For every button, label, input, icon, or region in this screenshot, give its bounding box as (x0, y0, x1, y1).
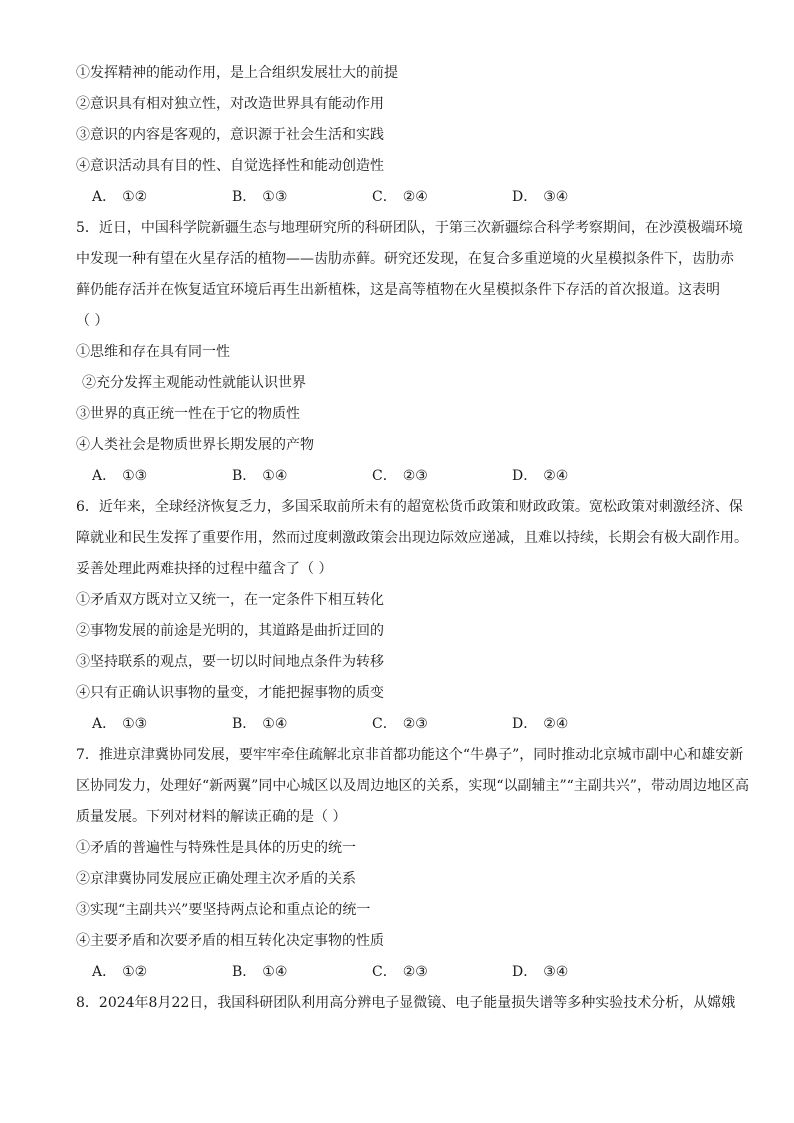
q5-statement-3: ③世界的真正统一性在于它的物质性 (76, 406, 300, 422)
q7-statement-4: ④主要矛盾和次要矛盾的相互转化决定事物的性质 (76, 933, 384, 949)
q4-statement-1: ①发挥精神的能动作用，是上合组织发展壮大的前提 (76, 65, 398, 81)
q4-option-a[interactable]: A． ①② (92, 189, 148, 205)
q7-stem-line-2: 区协同发力，处理好“新两翼”同中心城区以及周边地区的关系，实现“以副辅主”“主副共兴”，带动周边地区高 (76, 778, 749, 794)
q5-stem-line-3: 藓仍能存活并在恢复适宜环境后再生出新植株，这是高等植物在火星模拟条件下存活的首次报道。这表明 (76, 282, 720, 298)
q7-options (76, 957, 752, 988)
q7-option-d[interactable]: D． ③④ (512, 964, 569, 980)
q5-option-c[interactable]: C． ②③ (372, 468, 428, 484)
q6-statement-1: ①矛盾双方既对立又统一，在一定条件下相互转化 (76, 592, 384, 608)
q7-statement-2: ②京津冀协同发展应正确处理主次矛盾的关系 (76, 871, 356, 887)
q6-option-a[interactable]: A． ①③ (92, 716, 148, 732)
q6-statement-3: ③坚持联系的观点，要一切以时间地点条件为转移 (76, 654, 384, 670)
q4-option-b[interactable]: B． ①③ (232, 189, 288, 205)
q7-option-a[interactable]: A． ①② (92, 964, 148, 980)
q6-stem-line-2: 障就业和民生发挥了重要作用，然而过度刺激政策会出现边际效应递减，且难以持续，长期会有极大副作用。 (76, 530, 748, 546)
q4-option-d[interactable]: D． ③④ (512, 189, 569, 205)
q6-statement-2: ②事物发展的前途是光明的，其道路是曲折迂回的 (76, 623, 384, 639)
q6-stem-line-1: 6．近年来，全球经济恢复乏力，多国采取前所未有的超宽松货币政策和财政政策。宽松政策对刺激经济、保 (76, 499, 743, 515)
q8-stem-line-1: 8．2024年8月22日，我国科研团队利用高分辨电子显微镜、电子能量损失谱等多种实验技术分析，从嫦娥 (76, 995, 736, 1011)
question-5 (76, 213, 752, 492)
q6-option-d[interactable]: D． ②④ (512, 716, 569, 732)
q4-options (76, 182, 752, 213)
q4-option-c[interactable]: C． ②④ (372, 189, 428, 205)
exam-page (76, 58, 752, 1019)
q7-statement-3: ③实现“主副共兴”要坚持两点论和重点论的统一 (76, 902, 371, 918)
question-8 (76, 988, 752, 1019)
q5-statement-4: ④人类社会是物质世界长期发展的产物 (76, 437, 314, 453)
q6-stem-line-3: 妥善处理此两难抉择的过程中蕴含了（ ） (76, 561, 333, 577)
q5-option-a[interactable]: A． ①③ (92, 468, 148, 484)
q6-option-c[interactable]: C． ②③ (372, 716, 428, 732)
q7-stem-line-3: 质量发展。下列对材料的解读正确的是（ ） (76, 809, 347, 825)
q7-option-c[interactable]: C． ②③ (372, 964, 428, 980)
q6-statement-4: ④只有正确认识事物的量变，才能把握事物的质变 (76, 685, 384, 701)
q4-statement-3: ③意识的内容是客观的，意识源于社会生活和实践 (76, 127, 384, 143)
q4-statement-4: ④意识活动具有目的性、自觉选择性和能动创造性 (76, 158, 384, 174)
q5-options (76, 461, 752, 492)
question-7 (76, 740, 752, 988)
q5-stem-line-1: 5．近日，中国科学院新疆生态与地理研究所的科研团队，于第三次新疆综合科学考察期间，在沙漠极端环境 (76, 220, 743, 236)
q5-option-d[interactable]: D． ②④ (512, 468, 569, 484)
q6-option-b[interactable]: B． ①④ (232, 716, 288, 732)
q7-statement-1: ①矛盾的普遍性与特殊性是具体的历史的统一 (76, 840, 356, 856)
q6-options (76, 709, 752, 740)
question-4 (76, 58, 752, 213)
q7-stem-line-1: 7．推进京津冀协同发展，要牢牢牵住疏解北京非首都功能这个“牛鼻子”，同时推动北京城市副中心和雄安新 (76, 747, 744, 763)
q4-statement-2: ②意识具有相对独立性，对改造世界具有能动作用 (76, 96, 384, 112)
q5-statement-1: ①思维和存在具有同一性 (76, 344, 230, 360)
q5-answer-blank: （ ） (76, 313, 109, 329)
q7-option-b[interactable]: B． ①④ (232, 964, 288, 980)
q5-statement-2: ②充分发挥主观能动性就能认识世界 (82, 375, 306, 391)
q5-stem-line-2: 中发现一种有望在火星存活的植物——齿肋赤藓。研究还发现，在复合多重逆境的火星模拟条件下，齿肋赤 (76, 251, 734, 267)
question-6 (76, 492, 752, 740)
q5-option-b[interactable]: B． ①④ (232, 468, 288, 484)
